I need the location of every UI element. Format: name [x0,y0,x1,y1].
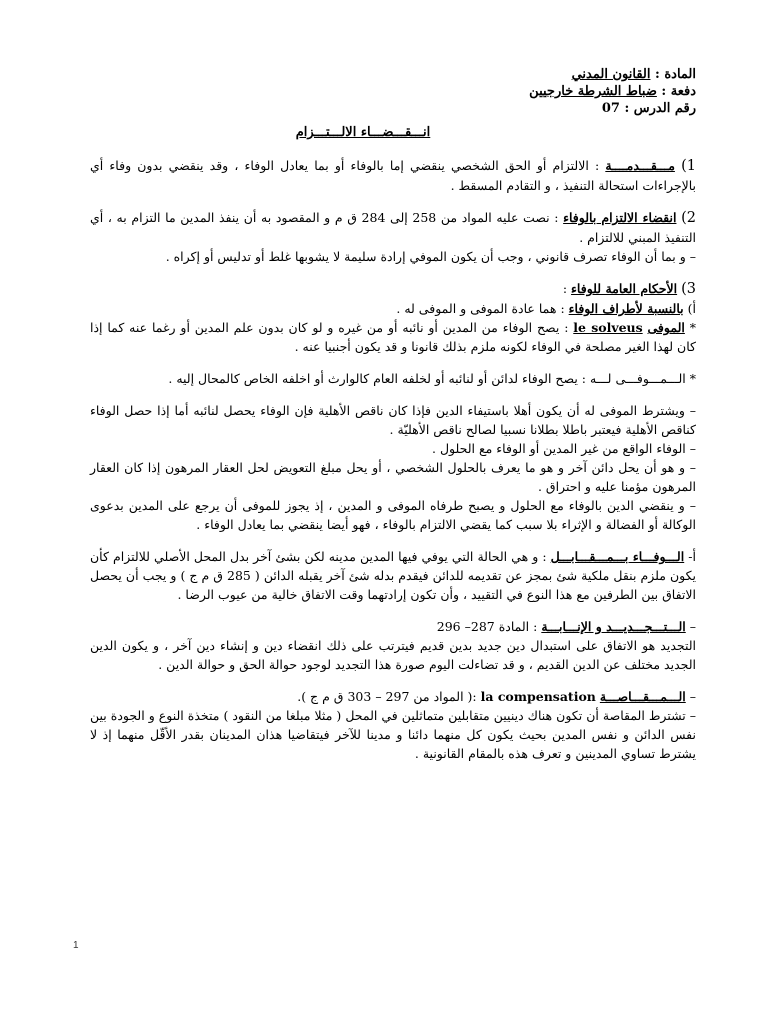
payer-heading: الموفى [647,320,685,335]
section-2-paragraph: – و بما أن الوفاء تصرف قانوني ، وجب أن يكون الموفي إرادة سليمة لا يشوبها غلط أو تدليس أو إكراه . [165,249,696,264]
section-5-heading: الـــتـــجـــديـــد و الإنـــابـــة [541,619,686,634]
subject-line [90,66,696,83]
section-3-number: 3) [681,281,696,297]
third-party-paragraph: – الوفاء الواقع من غير المدين أو الوفاء مع الحلول . [432,441,696,456]
section-1-body: : الالتزام أو الحق الشخصي ينقضي إما بالوفاء أو بما يعادل الوفاء ، وقد ينقضي بدون وفاء أي بالإجراءات استحالة التنفيذ ، و التقادم المسقط . [90,158,696,193]
batch-label: دفعة : [661,84,696,99]
section-6-latin: la compensation [480,689,596,704]
section-3a-label: أ) [687,301,696,316]
condition-paragraph: – ويشترط الموفى له أن يكون أهلا باستيفاء الدين فإذا كان ناقص الأهلية فإن الوفاء يحصل لنائبه أما إذا حصل الوفاء كناقص الأهلية فيعتبر باطلا بطلانا نسبيا لصالح ناقص الأهليّة . [90,403,696,437]
section-2-body: : نصت عليه المواد من 258 إلى 284 ق م و المقصود به أن ينفذ المدين ما التزام به ، أي التنفيذ المبني للالتزام . [90,210,696,245]
section-5-label: – [689,619,696,634]
section-6 [90,687,696,706]
section-3a-body: : هما عادة الموفى و الموفى له . [396,301,565,316]
subject-value: القانون المدني [571,67,651,82]
subrogation-paragraph: – و هو أن يحل دائن آخر و هو ما يعرف بالحلول الشخصي ، أو يحل مبلغ التعويض لحل العقار المرهون إذا كان العقار المرهون مؤمنا عليه و احتراق . [90,460,696,494]
batch-line [90,83,696,100]
section-3-colon: : [562,281,568,296]
section-3-heading: الأحكام العامة للوفاء [571,281,678,296]
section-1-number: 1) [681,158,696,174]
section-6-paragraph: – تشترط المقاصة أن تكون هناك دينيين متقابلين متماثلين في المحل ( مثلا مبلغا من النقود ) متخذة النوع و الجودة بين نفس الدائن و نفس المدين بحيث يكون كل منهما دائنا و مدينا للآخر فيتقاضيا هذان المدينان بقدر الأقّل منهما إذ لا يشترط تساوي المدينين و تعرف هذه بالمقام القانونية . [90,708,696,761]
section-6-label: – [689,689,696,704]
lesson-line [90,100,696,117]
section-1 [90,156,696,195]
batch-value: ضباط الشرطة خارجيين [529,84,657,99]
section-2-heading: انقضاء الالتزام بالوفاء [563,210,677,225]
payer-body: : يصح الوفاء من المدين أو نائبه أو من غيره و لو كان بدون علم المدين أو رغما عنه كما إذا كان لهذا الغير مصلحة في الوفاء لكونه ملزم بذلك قانونا و قد يكون أجنبيا عنه . [90,320,696,354]
section-2-number: 2) [681,210,696,226]
section-4-label: أ- [688,549,696,564]
page-title: انـــقـــضـــاء الالـــتـــزام [295,125,431,140]
page-number: 1 [73,940,79,951]
payer-latin: le solveus [573,320,643,335]
section-6-heading: الـــمـــقـــاصـــة [599,689,686,704]
lesson-value: 07 [601,101,620,116]
payer-paragraph [90,318,696,356]
section-3-heading-line [90,279,696,299]
section-5-body: : المادة 287– 296 [436,619,538,634]
section-4-heading: الـــوفـــاء بـــمـــقـــابـــل [550,549,685,564]
lesson-label: رقم الدرس : [624,101,696,116]
section-2 [90,208,696,247]
document-page [90,66,696,763]
payer-star: * [689,320,696,335]
section-3a-heading: بالنسبة لأطراف الوفاء [568,301,684,316]
subject-label: المادة : [655,67,696,82]
section-5 [90,617,696,636]
extinction-paragraph: – و ينقضي الدين بالوفاء مع الحلول و يصبح طرفاه الموفى و المدين ، إذ يجوز للموفى أن يرجع على المدين بدعوى الوكالة أو الفضالة و الإثراء بلا سبب كما يقضي الالتزام بالوفاء ، فهو أيضا ينقضي بما يعادل الوفاء . [90,498,696,532]
section-6-body: :( المواد من 297 – 303 ق م ج ). [297,689,477,704]
section-1-heading: مـــقـــدمــــة [605,158,675,173]
section-5-paragraph: التجديد هو الاتفاق على استبدال دين جديد بدين قديم فيترتب على ذلك انقضاء دين و إنشاء دين آخر ، و يكون الدين الجديد مختلف عن الدين القديم ، و قد تضاءلت اليوم صورة هذا التجديد لوجود حوالة الحق و حوالة الدين . [90,638,696,672]
section-3a [90,299,696,318]
payee-paragraph: * الـــمـــوفـــى لـــه : يصح الوفاء لدائن أو لنائبه أو لخلفه العام كالوارث أو اخلفه الخاص كالمحال إليه . [168,371,696,386]
section-4-body: : و هي الحالة التي يوفي فيها المدين مدينه لكن بشئ آخر بدل المحل الأصلي للالتزام كأن يكون ملزم بنقل ملكية شئ بمجز عن تقديمه للدائن فيقدم بدله شئ آخر يقبله الدائن ( 285 ق م ج ) و يجب أن يحصل الاتفاق بين الطرفين مع هذا النوع في التقييد ، وأن تكون إرادتهما وقت الاتفاق خالية من عيوب الرضا . [90,549,696,602]
section-4 [90,547,696,604]
